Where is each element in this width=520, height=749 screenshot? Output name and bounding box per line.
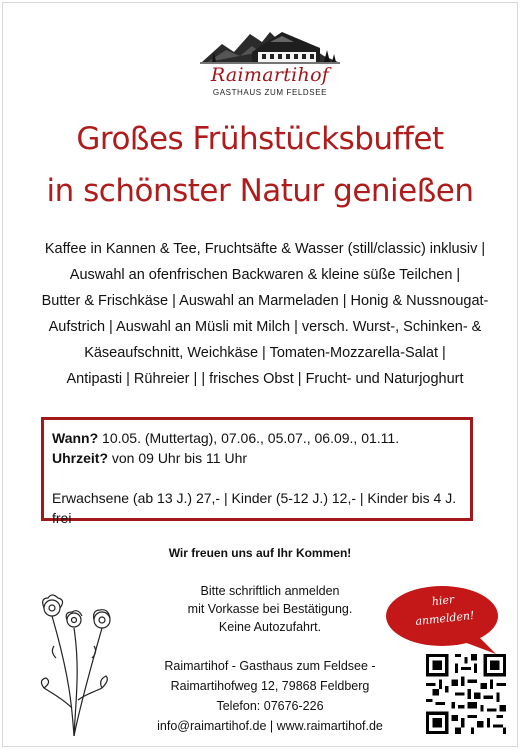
contact-email-web[interactable]: info@raimartihof.de | www.raimartihof.de — [157, 719, 383, 733]
offer-line: Antipasti | Rühreier | | frisches Obst | Frucht- und Naturjoghurt — [66, 371, 464, 387]
event-info-box — [41, 417, 473, 526]
bubble-line-1: hier — [431, 592, 455, 609]
signup-line-3: Keine Autozufahrt. — [218, 620, 322, 634]
signup-note — [150, 582, 390, 636]
contact-address: Raimartihofweg 12, 79868 Feldberg — [170, 679, 370, 693]
offer-line: Käseaufschnitt, Weichkäse | Tomaten-Mozzarella-Salat | — [84, 345, 446, 361]
logo-subtitle: GASTHAUS ZUM FELDSEE — [212, 88, 328, 97]
welcome-text: Wir freuen uns auf Ihr Kommen! — [168, 546, 352, 560]
contact-name: Raimartihof - Gasthaus zum Feldsee - — [164, 659, 376, 673]
time-value: von 09 Uhr bis 11 Uhr — [108, 450, 248, 466]
time-row — [52, 448, 462, 468]
dates-row — [52, 428, 462, 448]
signup-line-2: mit Vorkasse bei Bestätigung. — [187, 602, 353, 616]
logo-name: Raimartihof — [210, 64, 330, 86]
price-row: Erwachsene (ab 13 J.) 27,- | Kinder (5-12 J.) 12,- | Kinder bis 4 J. frei — [52, 490, 457, 526]
farmhouse-mountain-icon — [200, 22, 340, 66]
offer-line: Kaffee in Kannen & Tee, Fruchtsäfte & Wasser (still/classic) inklusiv | — [44, 241, 486, 257]
headline-line-1: Großes Frühstücksbuffet — [76, 121, 444, 157]
contact-block — [140, 656, 400, 736]
page-title — [0, 113, 520, 217]
dates-value: 10.05. (Muttertag), 07.06., 05.07., 06.09., 01.11. — [98, 430, 400, 446]
headline-line-2: in schönster Natur genießen — [46, 173, 474, 209]
contact-phone[interactable]: Telefon: 07676-226 — [216, 699, 324, 713]
offer-line: Aufstrich | Auswahl an Müsli mit Milch | versch. Wurst-, Schinken- & — [48, 319, 482, 335]
bubble-line-2: anmelden! — [414, 608, 475, 629]
wildflower-icon — [36, 588, 116, 738]
dates-label: Wann? — [52, 430, 99, 446]
buffet-description — [40, 236, 490, 392]
offer-line: Auswahl an ofenfrischen Backwaren & kleine süße Teilchen | — [69, 267, 461, 283]
offer-line: Butter & Frischkäse | Auswahl an Marmeladen | Honig & Nussnougat- — [41, 293, 489, 309]
signup-line-1: Bitte schriftlich anmelden — [200, 584, 340, 598]
qr-code-icon[interactable] — [426, 654, 506, 734]
raimartihof-logo[interactable] — [200, 22, 340, 102]
time-label: Uhrzeit? — [52, 450, 108, 466]
